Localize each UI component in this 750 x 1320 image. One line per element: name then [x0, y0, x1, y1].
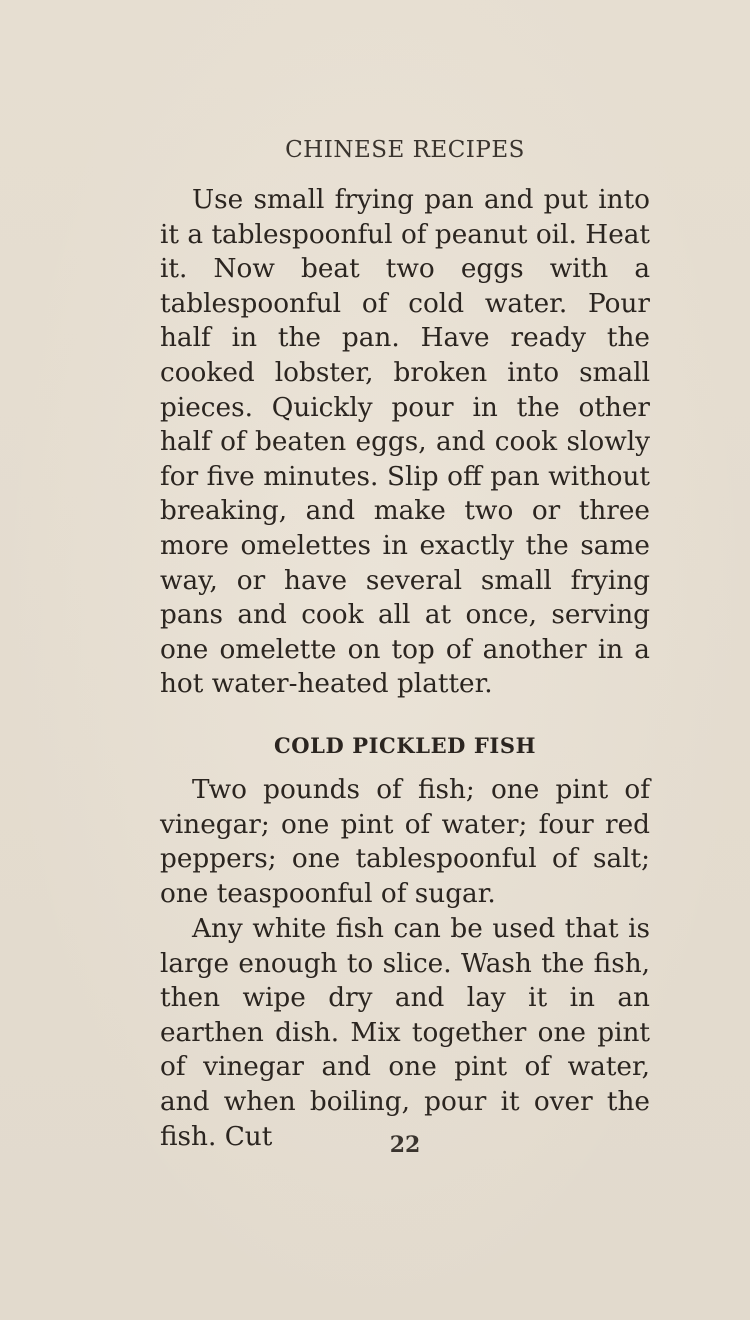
paragraph: Use small frying pan and put into it a tablespoonful of peanut oil. Heat it. Now beat two eggs with a tablespoonful of cold water. Pour half in the pan. Have ready the cooked lobster, broken into small pieces. Quickly pour in the other half of beaten eggs, and cook slowly for five minutes. Slip off pan without breaking, and make two or three more omelettes in exactly the same way, or have several small frying pans and cook all at once, serving one omelette on top of another in a hot water-heated platter. — [160, 185, 650, 700]
recipe-text-continued — [160, 183, 650, 702]
page-number: 22 — [389, 1132, 421, 1158]
paragraph: Any white fish can be used that is large enough to slice. Wash the fish, then wipe dry and lay it in an earthen dish. Mix together one pint of vinegar and one pint of water, and when boiling, pour it over the fish. Cut — [160, 914, 650, 1152]
ingredients-text — [160, 773, 650, 911]
running-head: CHINESE RECIPES — [285, 137, 525, 163]
method-text — [160, 912, 650, 1154]
paragraph: Two pounds of fish; one pint of vinegar; one pint of water; four red peppers; one tablespoonful of salt; one teaspoonful of sugar. — [160, 775, 650, 909]
section-heading: COLD PICKLED FISH — [273, 733, 537, 758]
